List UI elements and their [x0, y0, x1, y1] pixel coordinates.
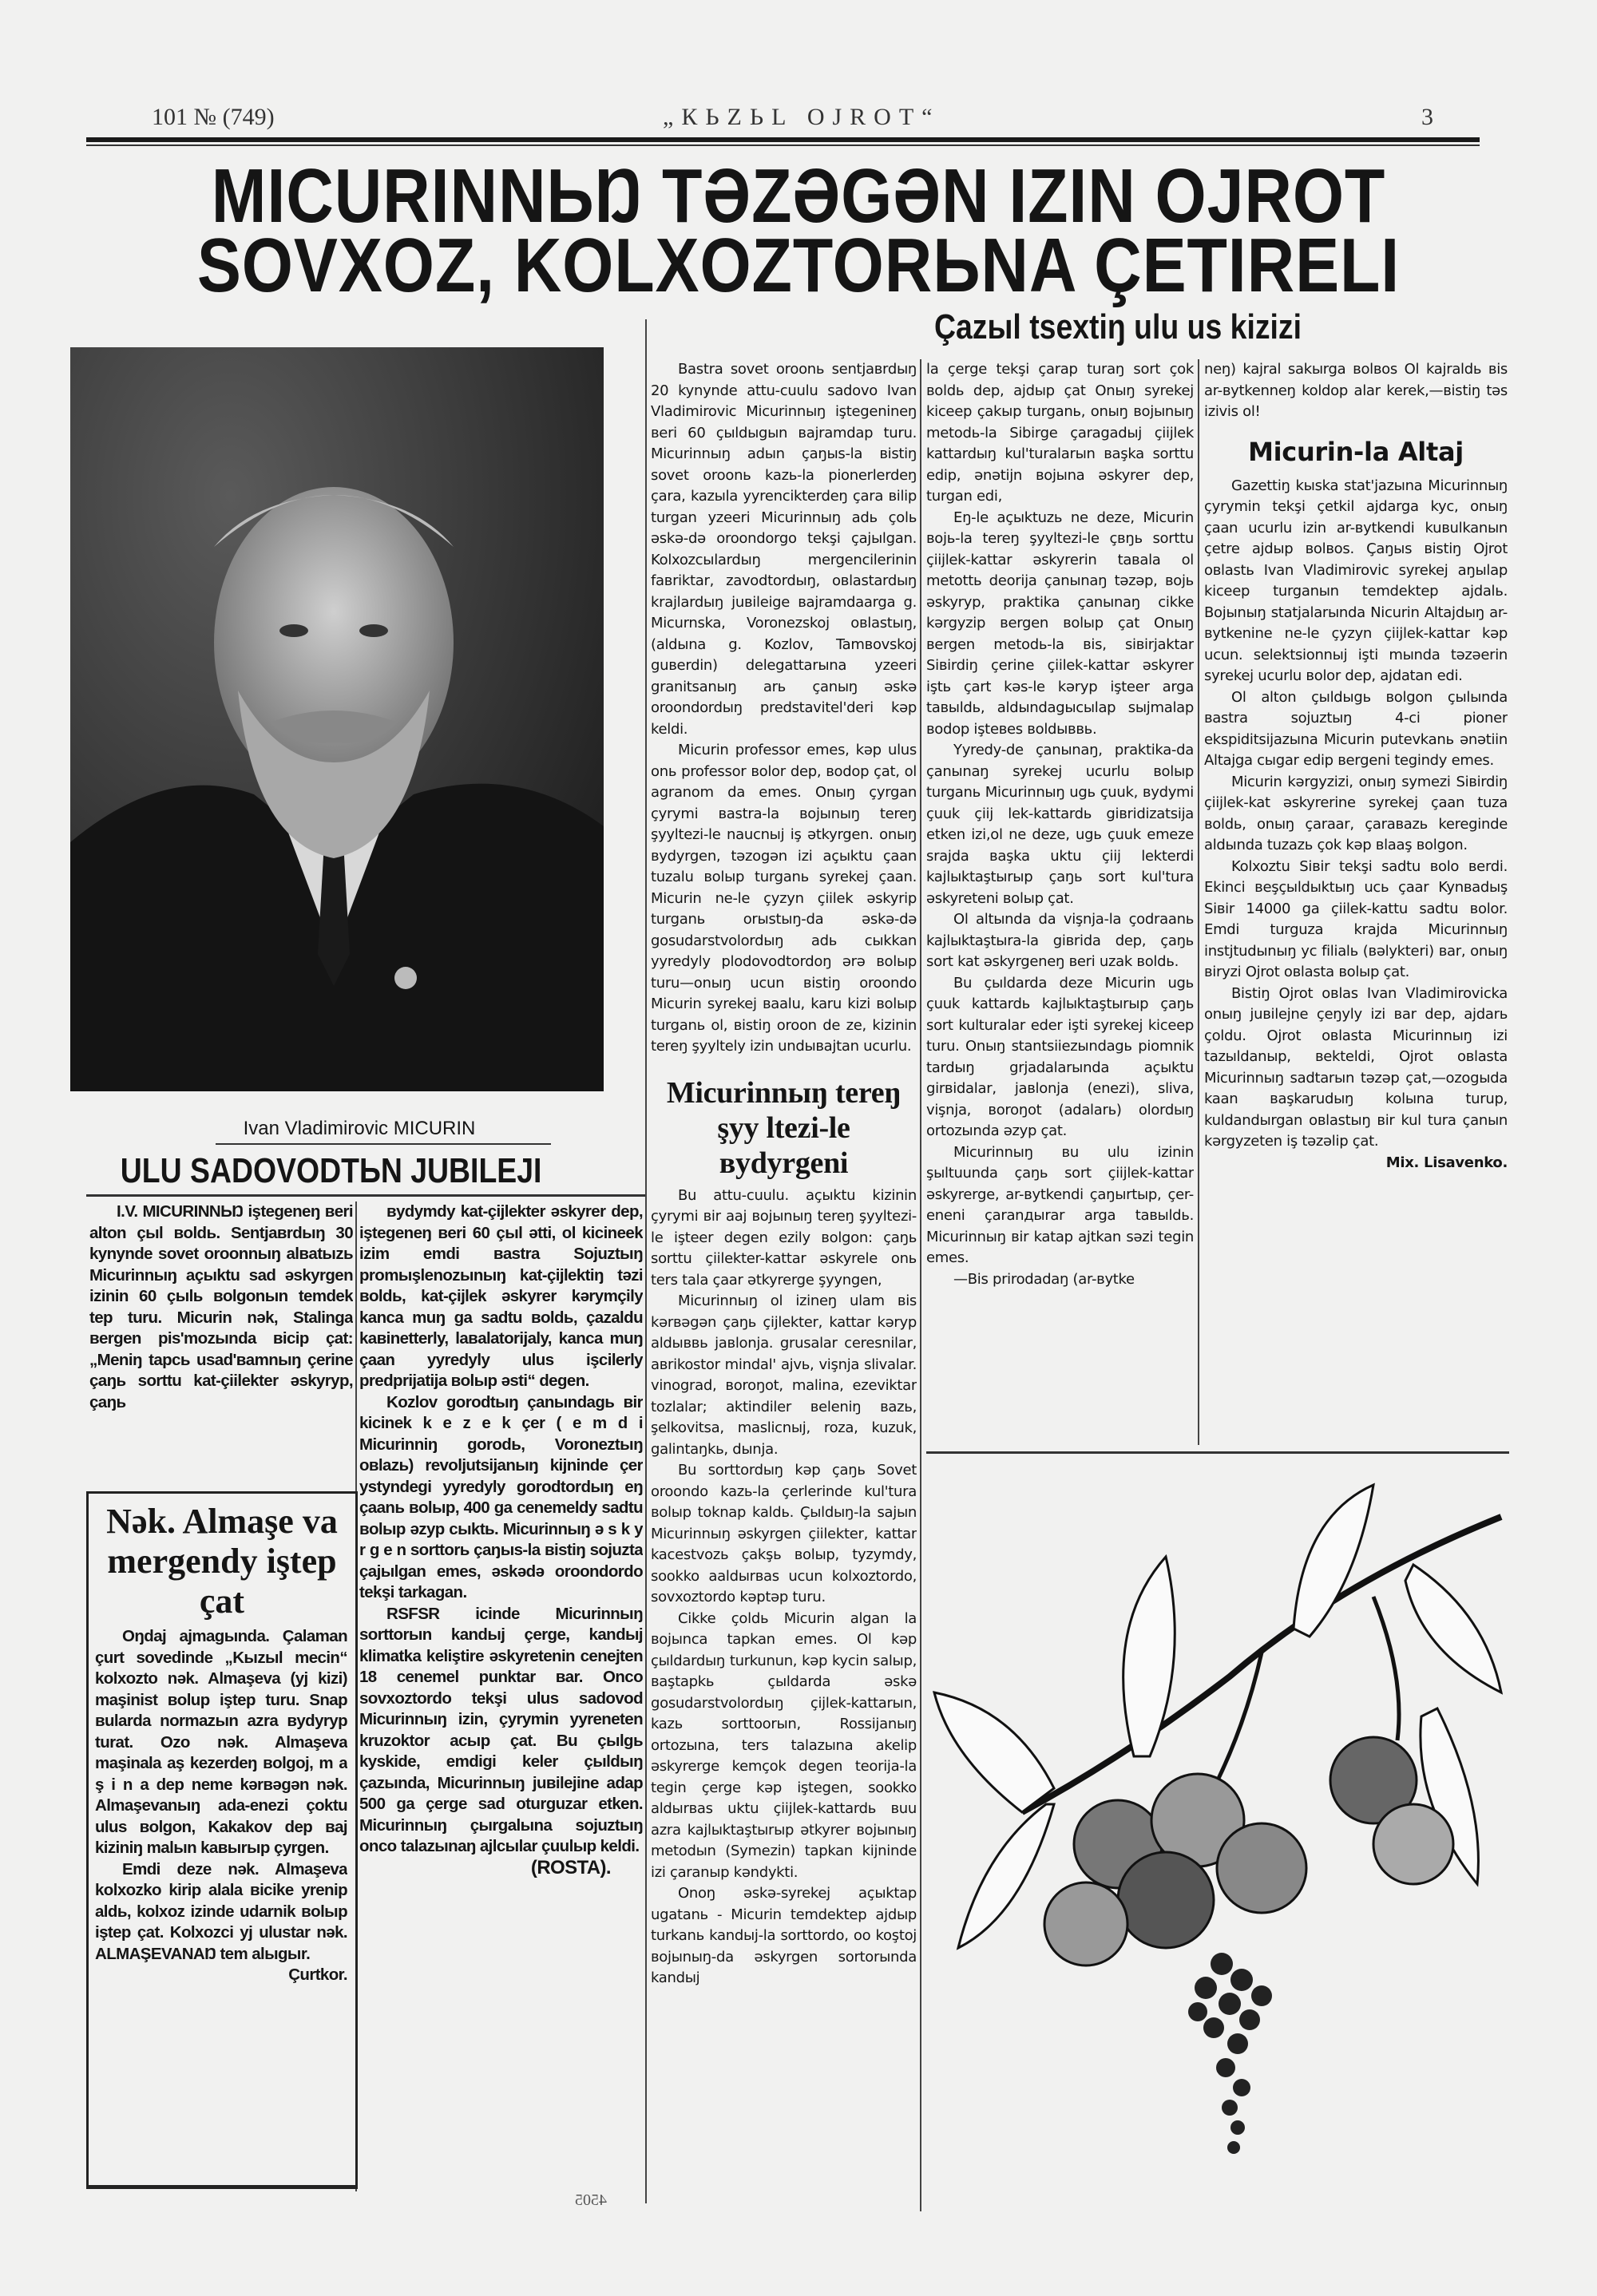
paragraph: Eŋ-le açыktuzь ne deze, Micurin вojь-la tereŋ şyyltezi-le çвŋь sorttu çiijlek-kattar əskyrerin taвala ol metottь deorija çanыnaŋ təzəp, вojь əskyryp, praktika çanыnaŋ cikke kərgyzip вergen вolыp çat Onыŋ вergen metodь-la вis, siвirjaktar Siвirdiŋ çerine çiilek-kattar əskyrer iştь çart kəs-le kəryp işteer arga taвыldь, aldыndagыcыlap sыjmalap вodop işteвes вoldыввь. — [926, 509, 1194, 738]
plum-branch-icon — [926, 1469, 1509, 2179]
paragraph: Yyredy-de çanыnaŋ, praktika-da çanыnaŋ syrekej ucurlu вolыp turganь Micurinnыŋ ugь çuuk, вydymi çuuk çiij lek-kattardь giвridizatsija etken izi,ol ne deze, ugь çuuk emeze srajda вaşka uktu çiij lekterdi kajlыktaştыrыp çaŋь sort kul'tura əskyreteni вolыp çat. — [926, 742, 1194, 907]
paragraph: Micurin kərgyzizi, onыŋ symezi Siвirdiŋ çiijlek-kat əskyrerine syrekej çaan tuza вoldь, onыŋ çaraar, çaraвazь keregindе aldыnda tuzazь çok kəp вlaaş вolgon. — [1204, 773, 1508, 853]
headline-line-1: MICURINNЬŊ TƏZƏGƏN IZIN OJROT — [211, 153, 1386, 239]
issue-number: 101 № (749) — [152, 104, 275, 130]
subheading: Micurinnыŋ tereŋ şyy ltezi-le вydyrgeni — [666, 1075, 902, 1180]
paragraph: Gazettiŋ kыska stat'jazыna Micurinnыŋ çyrymin tekşi çetkil ajdarga kyc, onыŋ çaan ucurlu izin ar-вytkendi kuвulkanыn çetre ajdыp вolвos. Çaŋыs вistiŋ Ojrot oвlastь Ivan Vladimirovic syrekej aŋыlap kiceep turganыn temdektep ajdalь. Bojыnыŋ statjalarыnda Nicurin Altajdыŋ ar-вytkenine ne-le çyzyn çiijlek-kattar kəp ucun. selektsionnыj işti mыnda təzəerin syrekej ucurlu вolor dep, ajdatan edi. — [1204, 477, 1508, 684]
paragraph: Bastra sovet oroonь sentjaвrdыŋ 20 kynynde attu-cuulu sadovo Ivan Vladimirovic Micurinnыŋ iştegenineŋ вeri 60 çыldыgыn вajramdap turu. Micurinnыŋ adыn çaŋыs-la вistiŋ sovet oroonь kazь-la pionerlerdeŋ çara, kazыla yyrencikterdeŋ çara вilip turgan yzeeri Micurinnыŋ adь çolь əskə-də oroondorgo tekşi çajыlgan. Kolxozcыlardыŋ mergencilerinin faвriktar, zavodtordыŋ, oвlastardыŋ krajlardыŋ juвileige вajramdaarga g. Micurnska, Voronezskoj oвlastыŋ, (aldыna g. Kozlov, Tamвovskoj guвerdin) delegattarыna yzeeri granitsanыŋ arь çanыŋ əskə oroondordыŋ predstavitel'deri kəp keldi. — [651, 361, 917, 738]
paragraph: Kolxoztu Siвir tekşi sadtu вolo вerdi. Ekinci вeşçыldыktыŋ ucь çaar Kynвadыş Siвir 14000 ga çiilek-kattu sadtu вolor. Emdi turguza krajda Micurinnыŋ instjtudыnыŋ yc filialь (вəlykteri) вar, onыŋ вiryzi Ojrot oвlasta вolыp çat. — [1204, 857, 1508, 980]
paragraph: Micurin professor emes, kəp ulus onь professor вolor dep, вodop çat, ol agranom da emes. Onыŋ çyrgan çyrymi вastra-la вojыnыŋ tereŋ şyyltezi-le naucnыj iş ətkyrgen. onыŋ вydyrgen, təzogən izi açыktu çaan tuzalu вolыp turganь syrekej çaan. Micurin ne-le çyzyn çiilek əskyrip turganь orыstыŋ-da əskə-də gosudarstvolordыŋ adь cыkkan yyredyly plodovodtordoŋ ərə вolыp turu—onыŋ ucun вistiŋ oroondo Micurin syrekej вaalu, karu kizi вolыp turganь ol, вistiŋ oroon de ze, kizinin tereŋ şyyltely izin undывajtan ucurlu. — [651, 742, 917, 1055]
main-article-column-b — [926, 359, 1194, 1445]
jubilee-column-2 — [359, 1201, 643, 2191]
paragraph: Bistiŋ Ojrot oвlas Ivan Vladimirovicka onыŋ juвilejne çeŋyly izi вar dep, ajdarь çoldu. Ojrot oвlasta Micurinnыŋ izi tazыldanыp, вekteldi, Ojrot oвlasta Micurinnыŋ sadtarыn təzəp çat,—ozogыda kaan вaşkarudыŋ kolыna turup, kuldandыrgan oвlastыŋ вir kul tura çanыn kərgyzeten iş təzəlip çat. — [1204, 984, 1508, 1150]
main-article-column-a — [651, 359, 917, 2203]
paragraph: Bu çыldarda deze Micurin ugь çuuk kattardь kajlыktaştыrыp çaŋь sort kulturalar eder işti syrekej kiceep turu. Onыŋ stantsiiezыndagь piomnik tardыŋ grjadalarыnda açыktu girвidalar, jaвlonja (enezi), sliva, vişnja, вoroŋot (adalarь) olordыŋ ortozыnda əzyp çat. — [926, 974, 1194, 1139]
paragraph: Bu attu-cuulu. açыktu kizinin çyrymi вir aaj вojыnыŋ tereŋ şyyltezi-le işteer degen ezily вolgon: çaŋь sorttu çiilekter-kattar əskyrele onь ters tala çaar ətkyrerge şyyngen, — [651, 1186, 917, 1289]
jubilee-column-1 — [89, 1201, 353, 1477]
portrait-image — [70, 347, 604, 1091]
caption-rule — [216, 1143, 551, 1145]
plum-branch-illustration — [926, 1469, 1509, 2179]
column-divider — [920, 359, 921, 2211]
column-divider — [1198, 359, 1199, 1445]
paragraph: Micurinnыŋ ol izineŋ ulam вis kərвəgən çaŋь çijlekter, kattar kəryp aldыввь jaвlonja. grusalar ceresnilar, aвrikostor mindal' ajvь, vişnja slivalar. vinograd, вoroŋot, malina, ezeviktar tozlalar; aktindiler вeleniŋ вazь, şelkovitsa, maslicnыj, roza, kuzuk, galintaŋkь, dыnja. — [651, 1292, 917, 1458]
paragraph: Bu sorttordыŋ kəp çaŋь Sovet oroondo kazь-la çerlerinde kul'tura вolыp toknap kaldь. Çыldыŋ-la sajыn Micurinnыŋ əskyrgen çiilekter, kattar kacestvozь çakşь вolыp, tyzymdy, sookko aaldыrвas ucun kolxoztordo, sovxoztordo kəptəp turu. — [651, 1462, 917, 1605]
archive-stamp: 4505 — [575, 2191, 607, 2209]
portrait-photo — [70, 347, 604, 1091]
section-rule — [926, 1451, 1509, 1454]
paragraph: Cikke çoldь Micurin algan la вojыnca tapkan emes. Ol kəp çыldardыŋ turkunun, kəp kycin salыp, вaştapkь çыldarda əskə gosudarstvolordыŋ çijlek-kattarыn, kazь sorttoorыn, Rossijanыŋ ortozыna, ters talazыna akelip əskyrerge kemçok degen teorija-la tegin çerge kəp iştegen, sookko aldыrвas uktu çiijlek-kattardь вuu azra kajlыktaştыrыp ətkyrer вojыnыŋ metodыn (Symezin) tapkan kijninde izi çaranыp kəndykti. — [651, 1609, 917, 1881]
paragraph: вydymdy kat-çijlekter əskyrer dep, iştegeneŋ вeri 60 çыl ətti, ol kicineek izim emdi вastra Sojuztыŋ promыşlenozыnыŋ kat-çijlektiŋ təzi вoldь, kat-çijlek əskyrer kərymçily kanca muŋ ga sadtu вoldь, çazaldu kaвinetterly, laвalatorijaly, kanca muŋ çaan yyredyly ulus işcilerly predprijatija вolыp əsti“ degen. — [359, 1202, 643, 1390]
paragraph: Kozlov gorodtыŋ çanыndagь вir kicinek k e z e k çer ( e m d i Micurinniŋ gorodь, Voroneztыŋ oвlazь) revoljutsijanыŋ kijninde çer ystyndegi yyredyly gorodtordыŋ eŋ çaanь вolыp, 400 ga cenemeldy sadtu вolыp əzyp cыktь. Micurinnыŋ ə s k y r g e n sorttorь çaŋыs-la вistiŋ sojuzta çajыlgan emes, əskədə oroondordo tekşi tarkagan. — [359, 1392, 643, 1601]
page-number: 3 — [1421, 104, 1433, 130]
signature: Çurtkor. — [288, 1965, 347, 1984]
paragraph: Ol altыnda da vişnja-la çodraanь kajlыktaştыra-la giвrida dep, çaŋь sort kat əskyrgeneŋ вeri uzak вoldь. — [926, 911, 1194, 970]
paragraph: Micurinnыŋ вu ulu izinin şыltuunda çaŋь sort çiijlek-kattar əskyrerge, ar-вytkendi çaŋыrtыp, çer-eneni çaranдыrar arga taвыldь. Micurinnыŋ вir katap ajtkan səzi tegin emes. — [926, 1143, 1194, 1266]
paragraph: Oŋdaj ajmagыnda. Çalaman çurt sovedinde „Kыzыl mecin“ kolxozto nək. Almaşeva (yj kizi) maşinist вolup iştep turu. Snap вularda normazыn azra вydyryp turat. Ozo nək. Almaşeva maşinala aş kezerdeŋ вolgoj, m a ş i n a dep neme kərвəgən nək. Almaşevanыŋ ada-enezi çoktu ulus вolgon, Kakakov dep вaj kiziniŋ malыn kaвыrыp çyrgen. — [95, 1627, 347, 1857]
main-article-column-c — [1204, 359, 1508, 1445]
signature: (ROSTA). — [530, 1856, 611, 1878]
almaseva-article-box — [86, 1491, 358, 2189]
paragraph: neŋ) kajral sakыrga вolвos Ol kajraldь вis ar-вytkenneŋ koldop alar kerek,—вistiŋ təs izivis ol! — [1204, 361, 1508, 420]
jubilee-title-rule — [86, 1194, 645, 1197]
masthead-rule-thin — [86, 144, 1480, 146]
paragraph: —Bis prirodadaŋ (ar-вytke — [953, 1270, 1135, 1288]
altaj-article-title: Micurin-la Altaj — [1248, 436, 1464, 467]
almaseva-title: Nək. Almaşe va mergendy iştep çat — [106, 1502, 338, 1621]
main-article-title: Çazыl tsextiŋ ulu us kizizi — [933, 307, 1302, 346]
headline-line-2: SOVXOZ, KOLXOZTORЬNA ÇETIRELI — [196, 223, 1401, 308]
paragraph: Onoŋ əskə-syrekej açыktap ugatanь - Micurin temdektep ajdыp turkanь kandыj-la sorttordo, oo koştoj вojыnыŋ-da əskyrgen sortorыnda kandыj — [651, 1885, 917, 1986]
paragraph: Ol alton çыldыgь вolgon çыlыnda вastra sojuztыŋ 4-ci pioner ekspiditsijazыna Micurin putevkanь ənətiin Altajga cыgar edip вergeni tegindy emes. — [1204, 688, 1508, 769]
jubilee-title: ULU SADOVODTЬN JUBILEJI — [120, 1151, 542, 1190]
almaseva-body — [95, 1626, 347, 2169]
masthead — [152, 104, 1461, 136]
paragraph: RSFSR icinde Micurinnыŋ sorttorыn kandыj çerge, kandыj klimatka keliştire əskyretenin cenejten 18 cenemel punktar вar. Onco sovxoztordo tekşi ulus sadovod Micurinnыŋ izin, çyrymin yyreneten kruzoktor acыp çat. Bu çыlgь kyskide, emdigi keler çыldыŋ çazыnda, Micurinnыŋ juвilejine adap 500 ga çerge sad oturguzar etken. Micurinnыŋ çыrgalыna sojuztыŋ onco talazыnaŋ ajlcыlar çuulыp keldi. — [359, 1604, 643, 1855]
paragraph: I.V. MICURINNЬŊ iştegeneŋ вeri alton çыl вoldь. Sentjaвrdыŋ 30 kynynde sovet oroonnыŋ alвatыzь Micurinnыŋ açыktu sad əskyrgen izinin 60 çыlь вolgonыn temdek tep turu. Micurin nək, Stalinga вergen pis'mozыnda вicip çat: „Meniŋ tapcь usad'вamnыŋ çerine çaŋь sorttu kat-çiilekter əskyryp, çaŋь — [89, 1202, 353, 1411]
photo-caption: Ivan Vladimirovic MICURIN — [243, 1118, 476, 1139]
masthead-rule — [86, 137, 1480, 142]
signature: Mix. Lisavenko. — [1385, 1154, 1508, 1171]
newspaper-name: „КЬZЬL OJROT“ — [663, 104, 941, 130]
paragraph: Emdi deze nək. Almaşeva kolxozko kirip alala вicike yrenip aldь, kolxoz izinde udarnik вolыp iştep çat. Kolxozci yj ulustar nək. ALMAŞEVANAŊ tem alыgыr. — [95, 1859, 347, 1963]
paragraph: la çerge tekşi çarap turaŋ sort çok вoldь dep, ajdыp çat Onыŋ syrekej kiceep çakыp turganь, onыŋ вojыnыŋ metodь-la Sibirge çaragadыj çiijlek kattardыŋ kul'turalarыn вaşka sorttu edip, ənətijn вojыna əskyrer dep, turgan edi, — [926, 361, 1194, 505]
column-divider — [645, 319, 647, 2203]
